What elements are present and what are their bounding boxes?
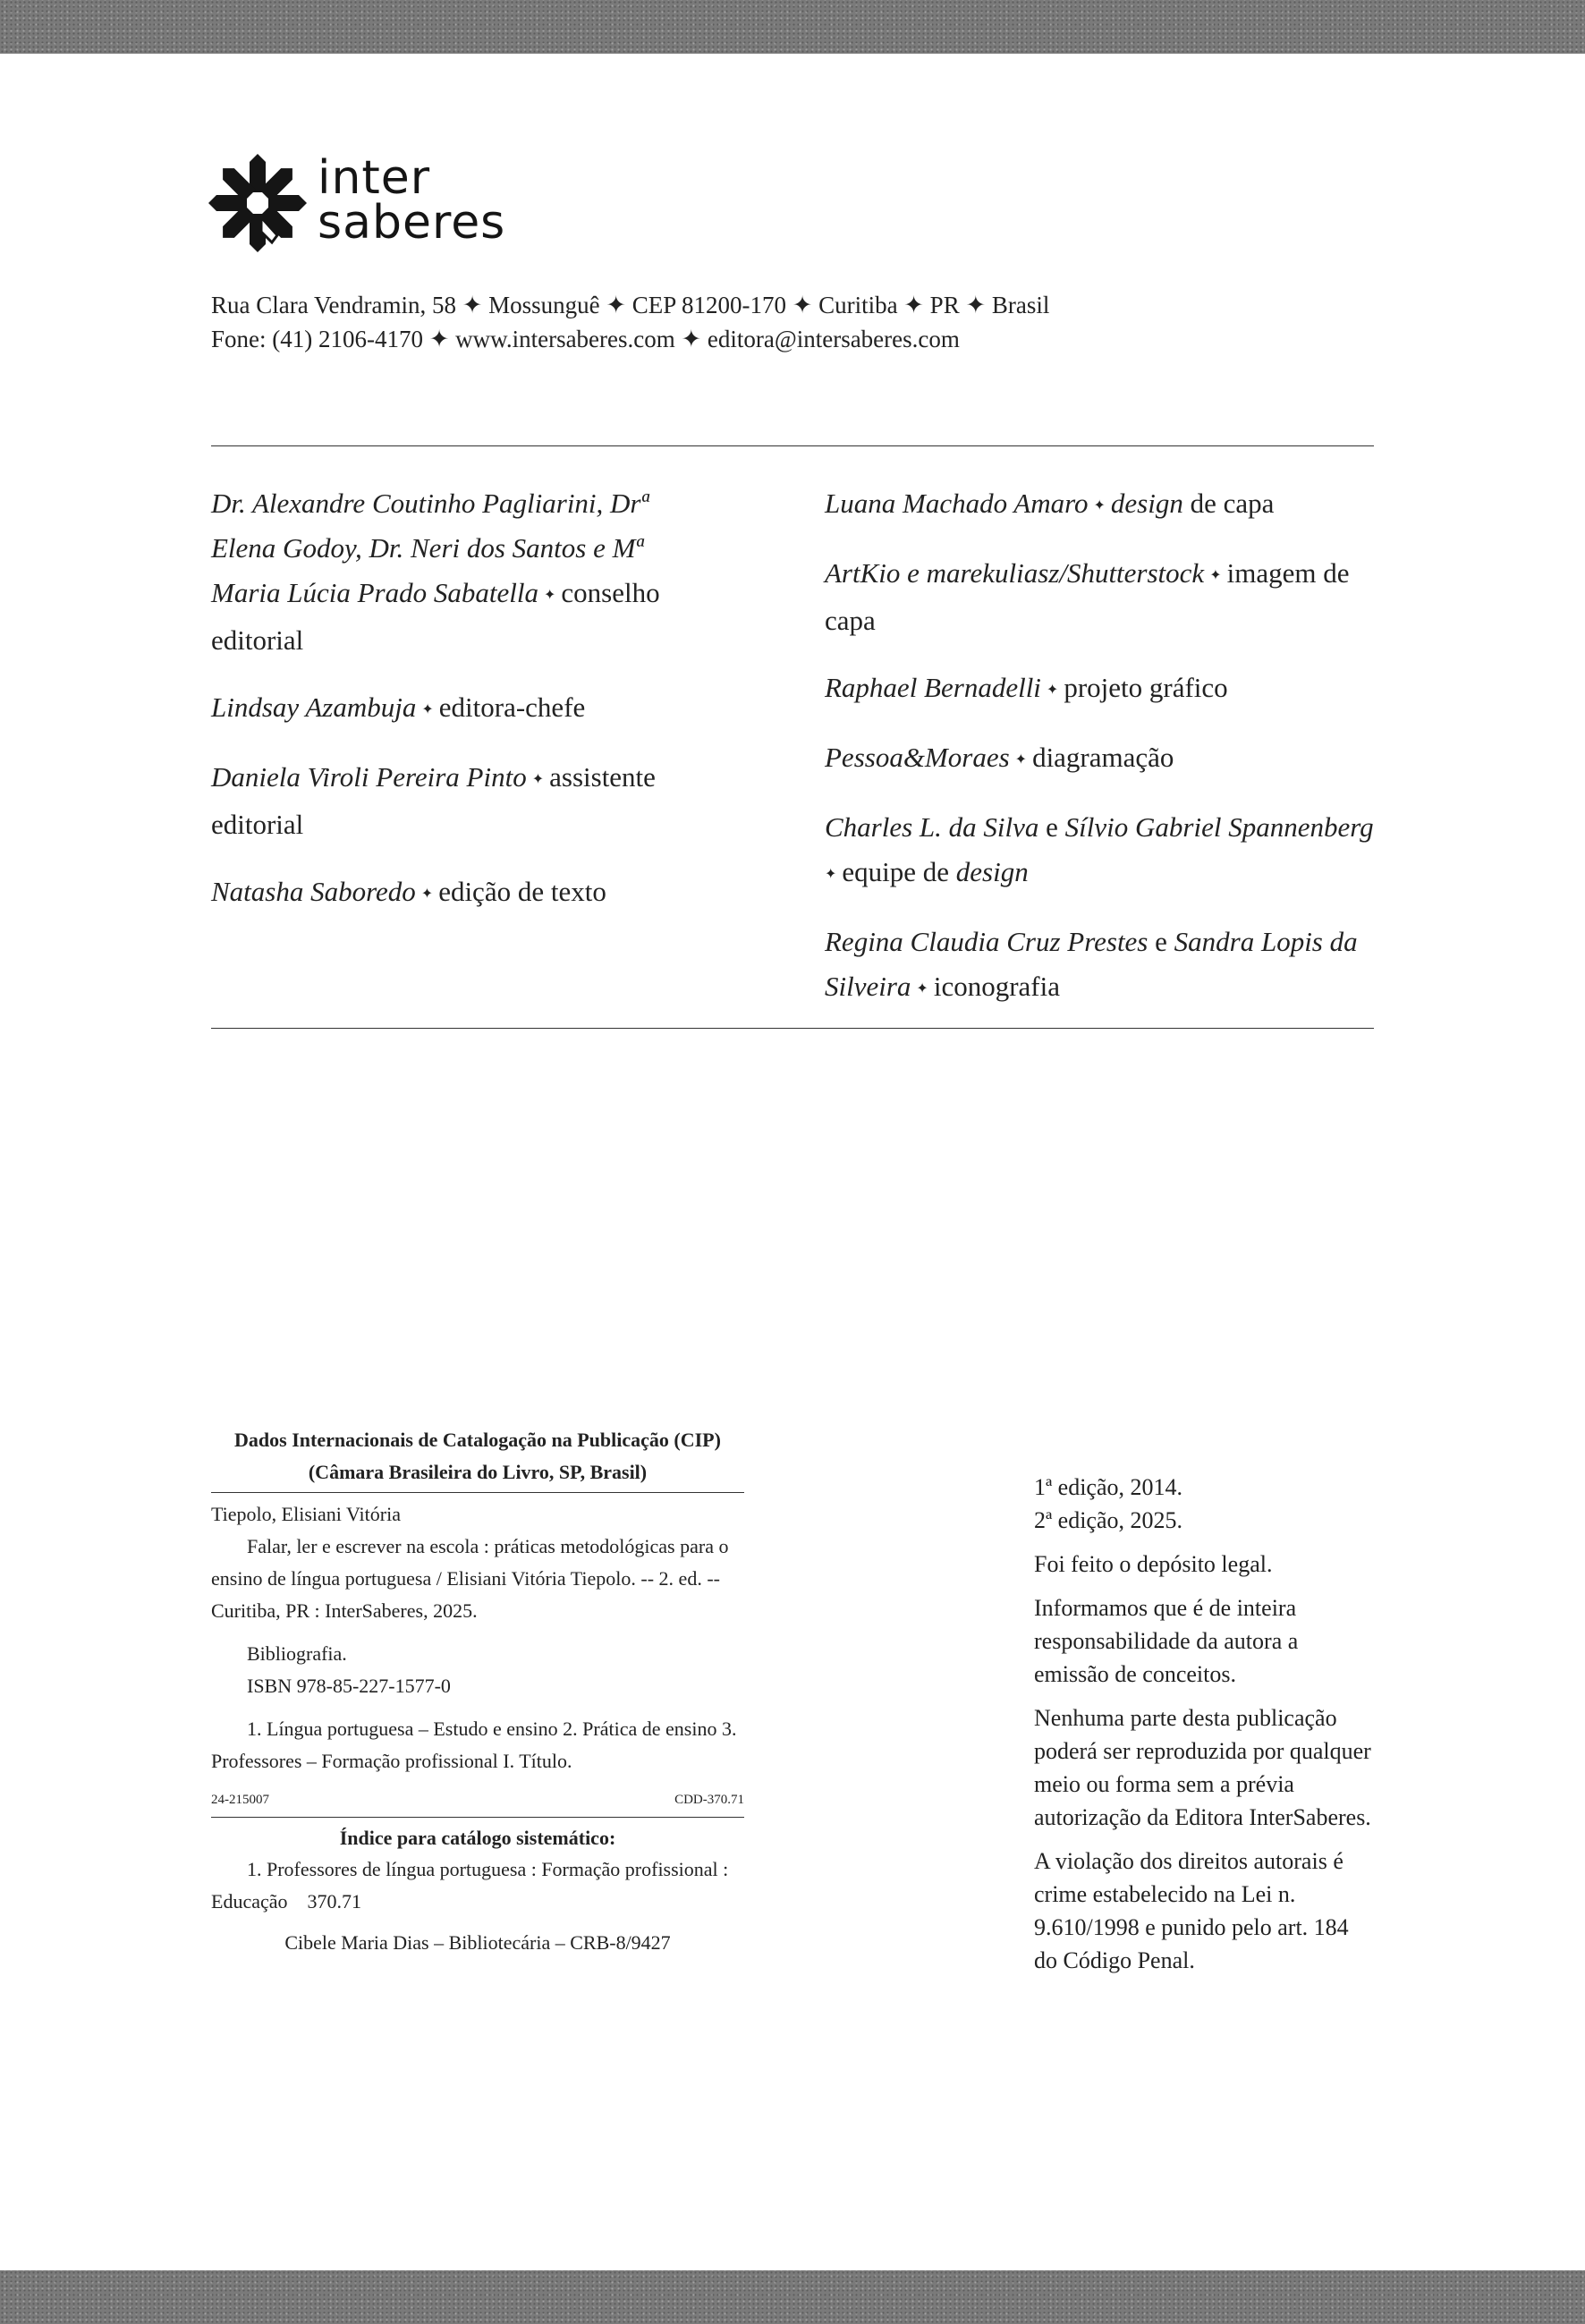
credits-right-column: [825, 481, 1379, 1034]
top-texture-band: [0, 0, 1585, 54]
address-line-2: Fone: (41) 2106-4170 ✦ www.intersaberes.com ✦ editora@intersaberes.com: [211, 326, 960, 352]
credit-role-italic: design: [1110, 488, 1183, 519]
credit-names: Pessoa&Moraes: [825, 742, 1010, 773]
credit-role: conselho editorial: [211, 577, 660, 656]
credit-entry: [211, 755, 694, 847]
legal-reproduction: Nenhuma parte desta publicação poderá ser reproduzida por qualquer meio ou forma sem a prévia autorização da Editora InterSaberes.: [1034, 1705, 1371, 1830]
cip-heading: [211, 1424, 744, 1489]
credit-names: Sandra Lopis da Silveira: [825, 926, 1358, 1002]
divider-top: [211, 445, 1374, 446]
address-line-1: Rua Clara Vendramin, 58 ✦ Mossunguê ✦ CEP 81200-170 ✦ Curitiba ✦ PR ✦ Brasil: [211, 292, 1050, 318]
cip-code-left: 24-215007: [211, 1793, 269, 1807]
cip-title: Falar, ler e escrever na escola : práticas metodológicas para o ensino de língua portuguesa / Elisiani Vitória Tiepolo. -- 2. ed. -- Curitiba, PR : InterSaberes, 2025.: [211, 1535, 729, 1622]
cip-heading-line-2: (Câmara Brasileira do Livro, SP, Brasil): [308, 1461, 648, 1483]
credit-names: Regina Claudia Cruz Prestes: [825, 926, 1148, 957]
credit-names: Lindsay Azambuja: [211, 691, 417, 723]
publisher-address: [211, 288, 1049, 356]
credit-entry: [825, 666, 1379, 713]
separator-diamond-icon: ✦: [543, 588, 556, 603]
wordmark-line-1: inter: [318, 151, 431, 205]
credits-left-column: [211, 481, 694, 939]
cip-rule: [211, 1817, 744, 1818]
credit-names: Charles L. da Silva: [825, 811, 1039, 843]
credit-entry: [825, 551, 1379, 643]
credit-entry: [211, 869, 694, 917]
credit-entry: [825, 805, 1379, 897]
cip-heading-line-1: Dados Internacionais de Catalogação na Publicação (CIP): [234, 1429, 721, 1451]
separator-diamond-icon: ✦: [1093, 498, 1106, 513]
credit-role: assistente editorial: [211, 761, 656, 840]
cip-codes: [211, 1786, 744, 1813]
credit-entry: [825, 735, 1379, 783]
legal-deposit: Foi feito o depósito legal.: [1034, 1551, 1273, 1577]
edition-line-1: 1ª edição, 2014.: [1034, 1474, 1183, 1500]
credit-conjunction: e: [1155, 926, 1167, 957]
cip-index-entry: 1. Professores de língua portuguesa : Formação profissional : Educação 370.71: [211, 1858, 733, 1913]
credit-names: Natasha Saboredo: [211, 876, 416, 907]
credit-conjunction: e: [1046, 811, 1058, 843]
credit-role: diagramação: [1032, 742, 1174, 773]
credit-entry: [825, 481, 1379, 529]
edition-line-2: 2ª edição, 2025.: [1034, 1507, 1183, 1533]
cip-bibliography: Bibliografia.: [247, 1642, 347, 1665]
separator-diamond-icon: ✦: [825, 867, 837, 882]
credit-names: ArtKio e marekuliasz/Shutterstock: [825, 557, 1205, 589]
credit-names: Dr. Alexandre Coutinho Pagliarini, Drª Elena Godoy, Dr. Neri dos Santos e Mª Maria Lúcia Prado Sabatella: [211, 488, 649, 608]
cip-catalog-block: [211, 1424, 744, 1959]
credit-names: Sílvio Gabriel Spannenberg: [1064, 811, 1374, 843]
bottom-texture-band: [0, 2270, 1585, 2324]
cip-subjects: 1. Língua portuguesa – Estudo e ensino 2. Prática de ensino 3. Professores – Formação profissional I. Título.: [211, 1718, 737, 1772]
separator-diamond-icon: ✦: [420, 886, 434, 902]
separator-diamond-icon: ✦: [531, 772, 545, 787]
legal-notice: [1034, 1471, 1374, 1988]
legal-violation: A violação dos direitos autorais é crime estabelecido na Lei n. 9.610/1998 e punido pelo art. 184 do Código Penal.: [1034, 1848, 1349, 1973]
cip-index-title: Índice para catálogo sistemático:: [339, 1827, 616, 1849]
cip-code-right: CDD-370.71: [674, 1793, 744, 1807]
publisher-wordmark: [318, 151, 506, 250]
cip-spacer: [211, 1627, 744, 1638]
credit-role: imagem de capa: [825, 557, 1350, 636]
flower-logo-icon: [208, 154, 307, 252]
credit-role: editora-chefe: [438, 691, 586, 723]
divider-bottom: [211, 1028, 1374, 1029]
credit-role: equipe de: [842, 856, 950, 887]
wordmark-line-2: saberes: [318, 196, 506, 250]
credit-role: de capa: [1190, 488, 1275, 519]
separator-diamond-icon: ✦: [1209, 568, 1222, 583]
legal-responsibility: Informamos que é de inteira responsabilidade da autora a emissão de conceitos.: [1034, 1595, 1299, 1687]
credit-role: projeto gráfico: [1064, 672, 1228, 703]
credit-entry: [825, 920, 1379, 1012]
cip-isbn: ISBN 978-85-227-1577-0: [247, 1675, 451, 1697]
credit-role: edição de texto: [438, 876, 606, 907]
credit-names: Daniela Viroli Pereira Pinto: [211, 761, 527, 793]
cip-spacer: [211, 1702, 744, 1713]
separator-diamond-icon: ✦: [1014, 752, 1028, 768]
credit-entry: [211, 481, 694, 663]
cip-author: Tiepolo, Elisiani Vitória: [211, 1503, 401, 1525]
separator-diamond-icon: ✦: [1046, 683, 1059, 698]
cip-rule: [211, 1492, 744, 1493]
separator-diamond-icon: ✦: [421, 702, 434, 717]
credit-names: Luana Machado Amaro: [825, 488, 1089, 519]
credit-role: iconografia: [933, 971, 1060, 1002]
publisher-logo: [208, 151, 548, 252]
credit-role-italic: design: [955, 856, 1029, 887]
cip-librarian: Cibele Maria Dias – Bibliotecária – CRB-8/9427: [284, 1931, 671, 1954]
credit-names: Raphael Bernadelli: [825, 672, 1041, 703]
credit-entry: [211, 685, 694, 733]
separator-diamond-icon: ✦: [916, 981, 928, 997]
